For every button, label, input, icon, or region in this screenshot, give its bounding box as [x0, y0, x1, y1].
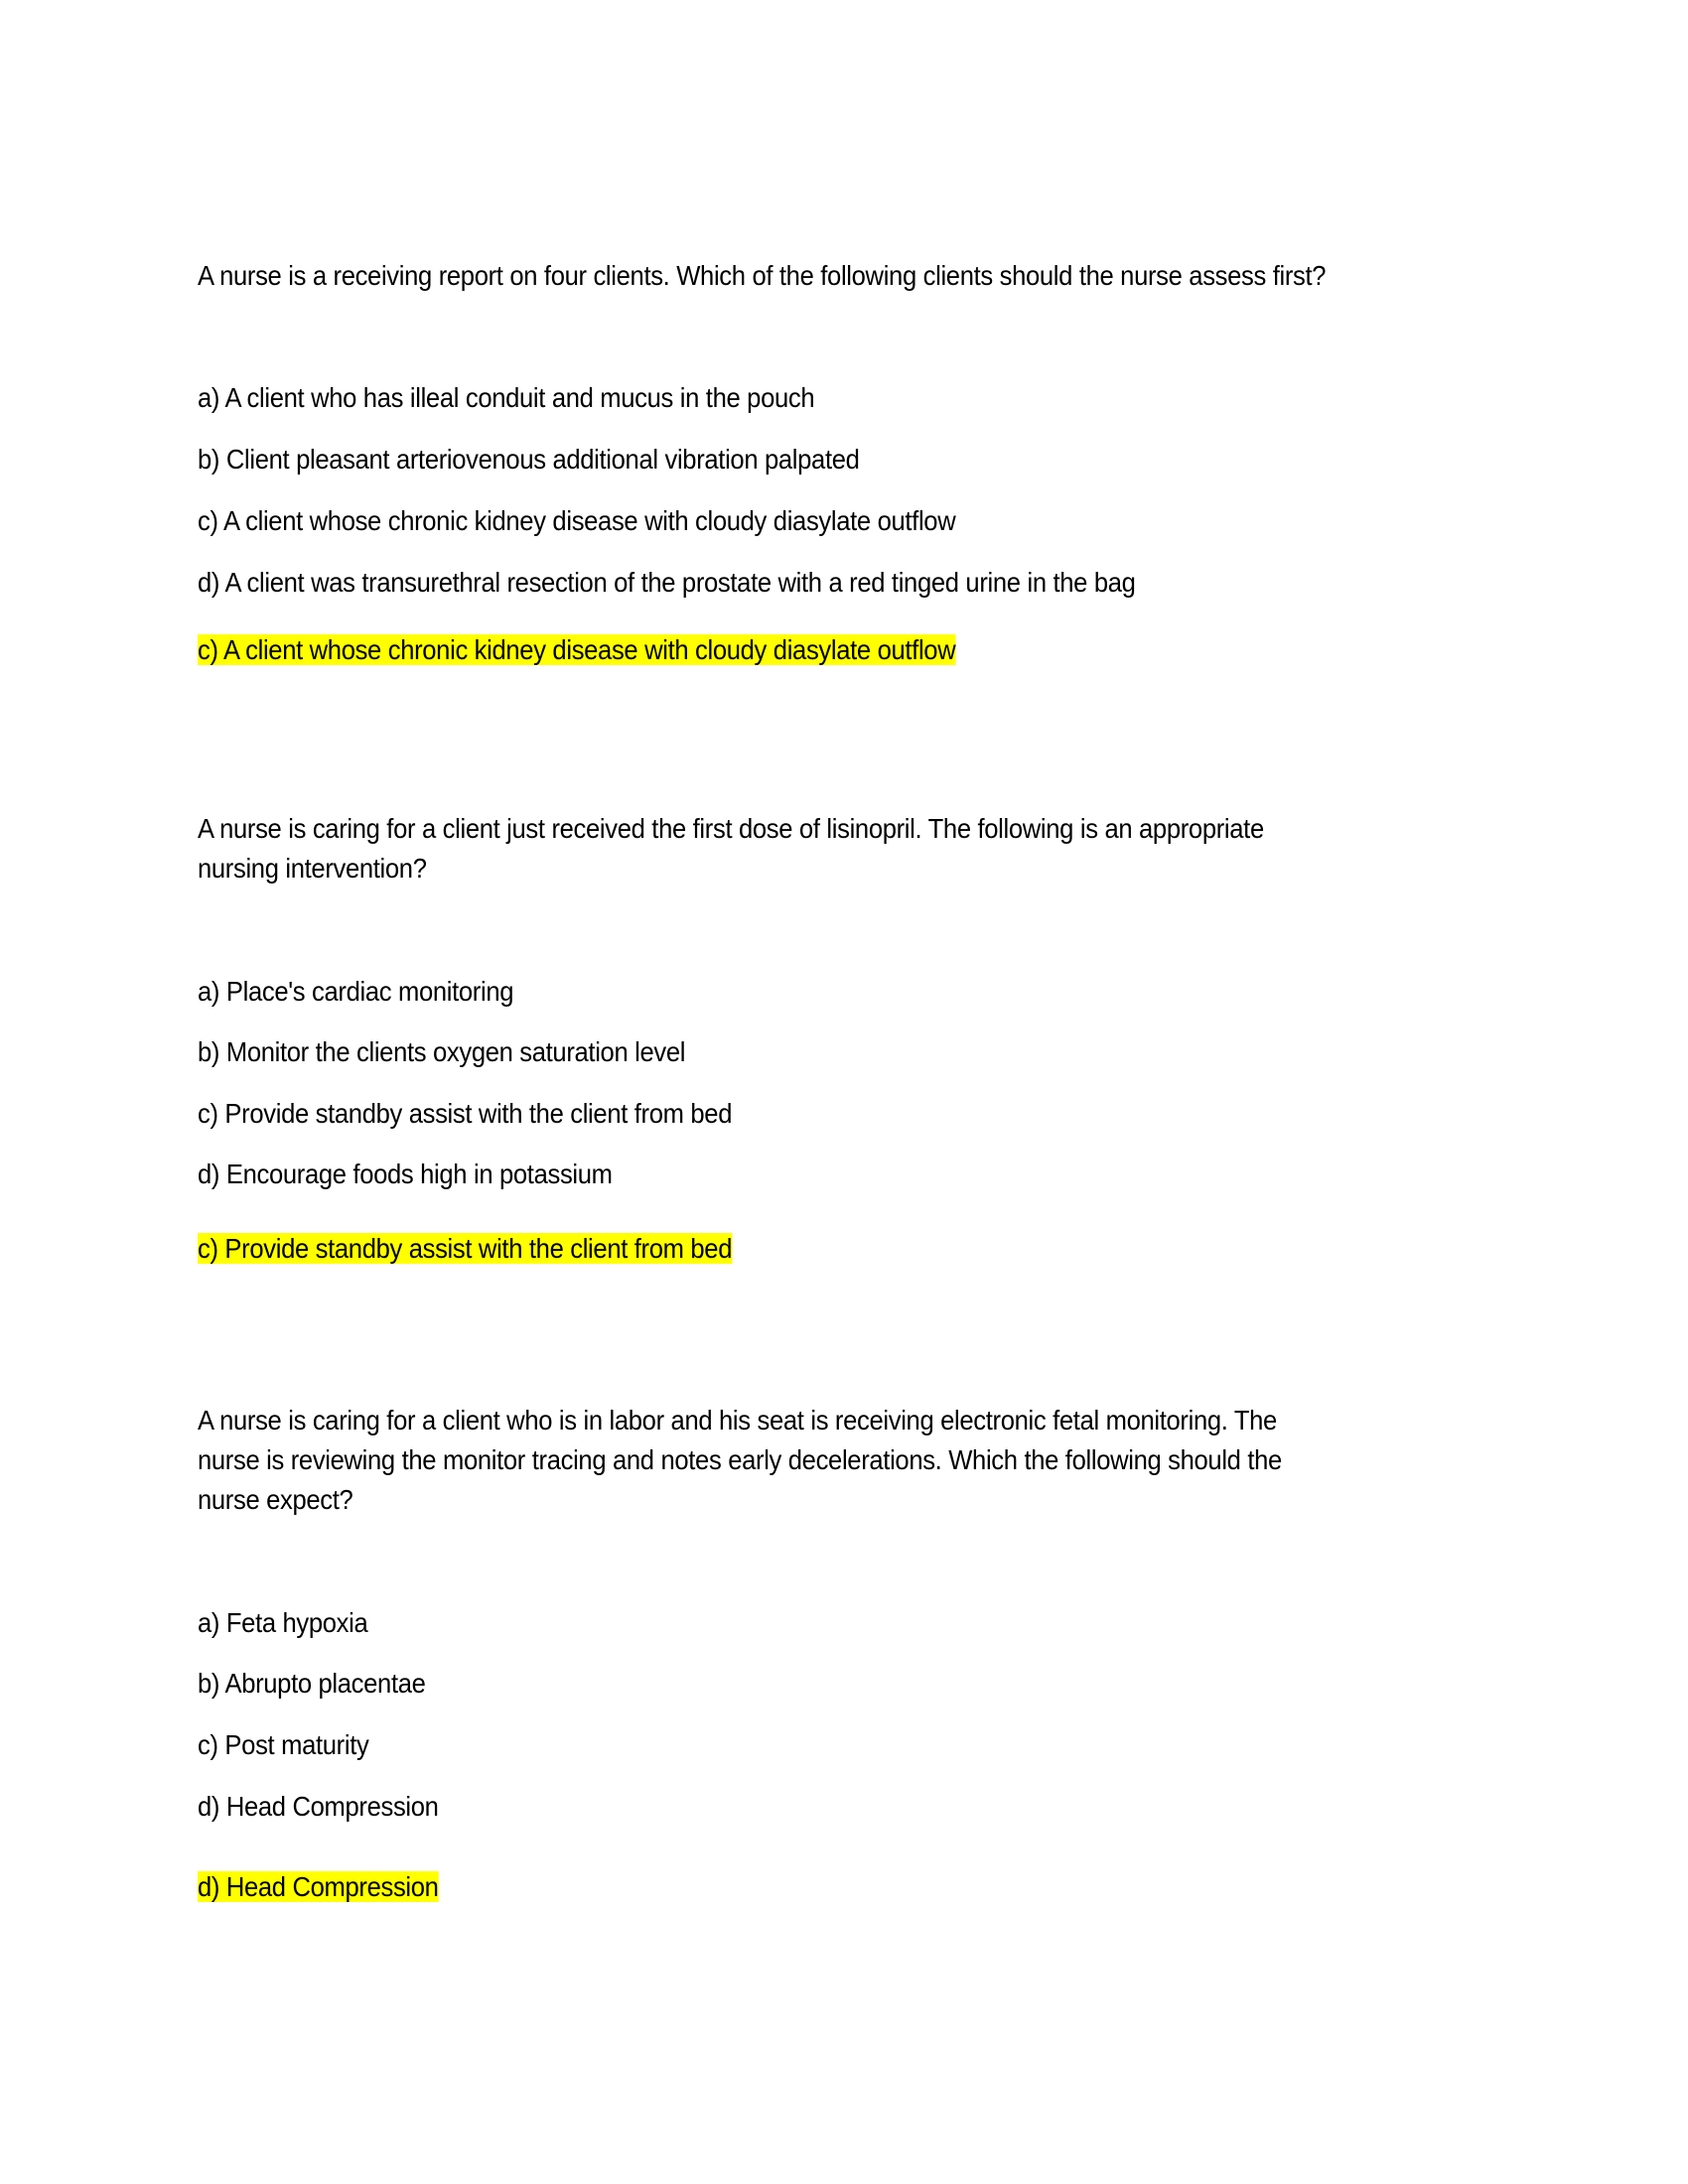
- question-2-option-a: a) Place's cardiac monitoring: [198, 976, 514, 1007]
- question-1-option-b: b) Client pleasant arteriovenous additional vibration palpated: [198, 444, 860, 475]
- question-3-option-a: a) Feta hypoxia: [198, 1607, 368, 1638]
- question-1-option-d: d) A client was transurethral resection of the prostate with a red tinged urine in the bag: [198, 567, 1136, 598]
- question-2-stem-line-1: A nurse is caring for a client just received the first dose of lisinopril. The following is an appropriate: [198, 813, 1264, 844]
- question-2-answer: [198, 1231, 732, 1267]
- question-2-option-d: d) Encourage foods high in potassium: [198, 1159, 613, 1189]
- question-2-stem-line-2: nursing intervention?: [198, 853, 427, 884]
- question-3-option-d: d) Head Compression: [198, 1791, 439, 1822]
- question-3-stem-line-2: nurse is reviewing the monitor tracing and notes early decelerations. Which the following should the: [198, 1444, 1282, 1475]
- question-1-stem-line-1: A nurse is a receiving report on four clients. Which of the following clients should the nurse assess first?: [198, 260, 1327, 291]
- answer-highlight: c) Provide standby assist with the client from bed: [198, 1233, 733, 1264]
- question-1-answer: [198, 632, 955, 668]
- answer-highlight: d) Head Compression: [198, 1871, 439, 1902]
- question-3-stem-line-1: A nurse is caring for a client who is in labor and his seat is receiving electronic fetal monitoring. The: [198, 1405, 1277, 1435]
- question-2-option-c: c) Provide standby assist with the client from bed: [198, 1098, 733, 1129]
- question-1-option-a: a) A client who has illeal conduit and mucus in the pouch: [198, 382, 815, 413]
- answer-highlight: c) A client whose chronic kidney disease with cloudy diasylate outflow: [198, 634, 956, 665]
- question-3-option-b: b) Abrupto placentae: [198, 1668, 426, 1699]
- question-2-option-b: b) Monitor the clients oxygen saturation level: [198, 1036, 686, 1067]
- question-3-answer: [198, 1869, 439, 1905]
- question-3-stem-line-3: nurse expect?: [198, 1484, 353, 1515]
- question-3-option-c: c) Post maturity: [198, 1729, 369, 1760]
- question-1-option-c: c) A client whose chronic kidney disease with cloudy diasylate outflow: [198, 505, 956, 536]
